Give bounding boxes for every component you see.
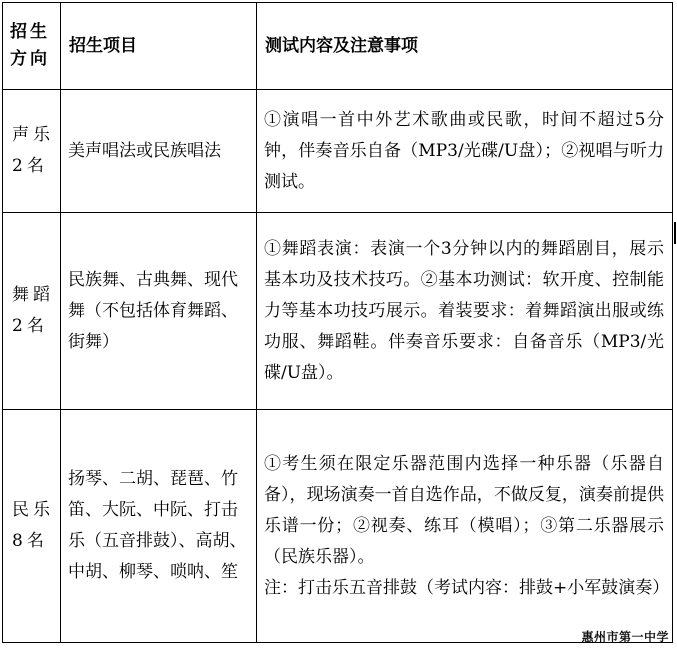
header-direction-line2: 方向 bbox=[10, 49, 50, 69]
direction-count: 2名 bbox=[12, 156, 48, 176]
header-direction bbox=[3, 3, 61, 90]
project-cell: 美声唱法或民族唱法 bbox=[61, 90, 257, 213]
project-cell: 民族舞、古典舞、现代舞（不包括体育舞蹈、街舞） bbox=[61, 213, 257, 410]
direction-cell bbox=[3, 410, 61, 643]
header-direction-line1: 招生 bbox=[10, 22, 50, 42]
project-cell: 扬琴、二胡、琵琶、竹笛、大阮、中阮、打击乐（五音排鼓）、高胡、中胡、柳琴、唢呐、笙 bbox=[61, 410, 257, 643]
header-row bbox=[3, 3, 673, 90]
direction-cell bbox=[3, 90, 61, 213]
direction-name: 声乐 bbox=[12, 125, 54, 145]
table-row-vocal bbox=[3, 90, 673, 213]
recruitment-table bbox=[2, 2, 673, 643]
scrollbar-mark bbox=[674, 222, 676, 244]
direction-count: 2名 bbox=[12, 316, 48, 336]
table-row-dance bbox=[3, 213, 673, 410]
direction-name: 舞蹈 bbox=[12, 285, 54, 305]
header-content: 测试内容及注意事项 bbox=[257, 3, 673, 90]
content-note: 注：打击乐五音排鼓（考试内容：排鼓+小军鼓演奏） bbox=[264, 577, 670, 598]
direction-name: 民乐 bbox=[12, 500, 54, 520]
content-cell bbox=[257, 410, 673, 643]
content-text: ①考生须在限定乐器范围内选择一种乐器（乐器自备），现场演奏一首自选作品，不做反复，演奏前提供乐谱一份；②视奏、练耳（模唱）；③第二乐器展示（民族乐器）。 bbox=[264, 453, 664, 567]
watermark-text: 惠州市第一中学 bbox=[581, 630, 669, 644]
direction-cell bbox=[3, 213, 61, 410]
content-cell: ①演唱一首中外艺术歌曲或民歌，时间不超过5分钟，伴奏音乐自备（MP3/光碟/U盘）；②视唱与听力测试。 bbox=[257, 90, 673, 213]
table-row-folk-music bbox=[3, 410, 673, 643]
content-cell: ①舞蹈表演：表演一个3分钟以内的舞蹈剧目，展示基本功及技术技巧。②基本功测试：软开度、控制能力等基本功技巧展示。着装要求：着舞蹈演出服或练功服、舞蹈鞋。伴奏音乐要求：自备音乐（MP3/光碟/U盘）。 bbox=[257, 213, 673, 410]
direction-count: 8名 bbox=[12, 531, 48, 551]
header-project: 招生项目 bbox=[61, 3, 257, 90]
